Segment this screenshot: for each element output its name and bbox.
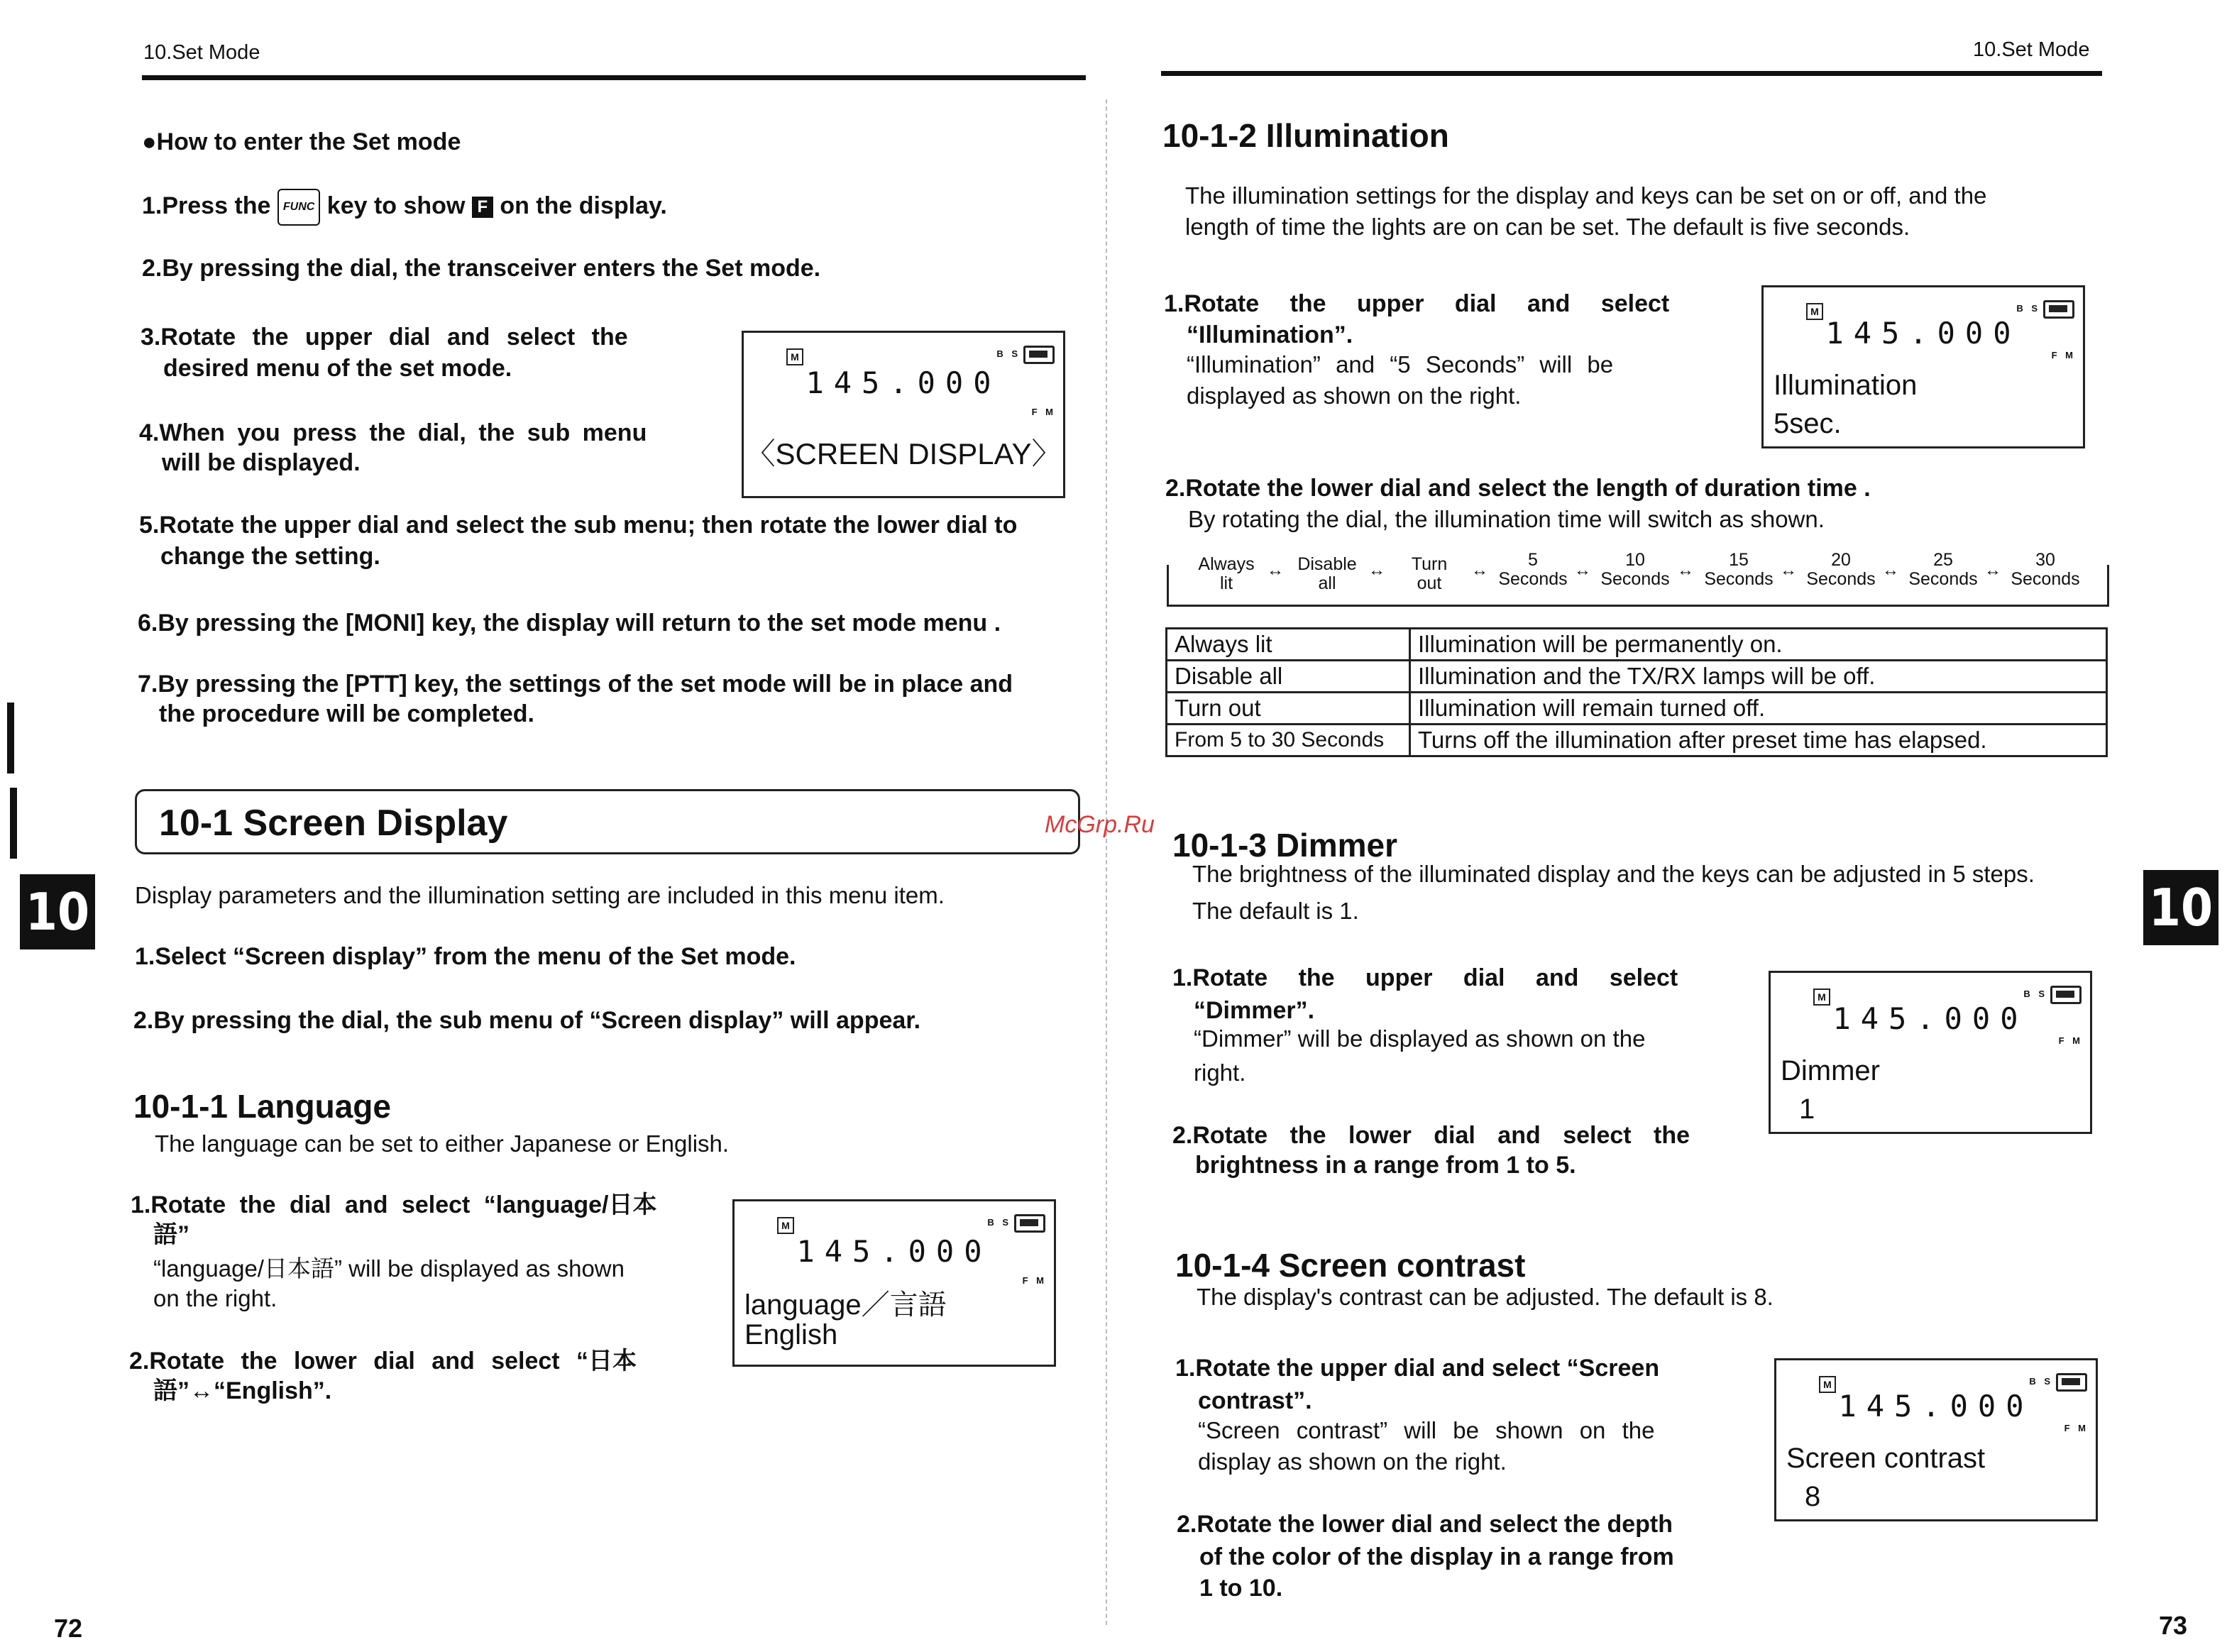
ill-step-1-line3: “Illumination” and “5 Seconds” will be	[1187, 351, 1614, 378]
dim-step-2-line1: 2.Rotate the lower dial and select the	[1172, 1122, 1690, 1149]
center-fold	[1106, 99, 1107, 1625]
cycle-step: 10 Seconds	[1600, 550, 1670, 589]
lang-step-1-line3: “language/日本語” will be displayed as shown	[153, 1255, 625, 1282]
con-step-2-line1: 2.Rotate the lower dial and select the depth	[1177, 1511, 1673, 1538]
con-step-2-line2: of the color of the display in a range from	[1199, 1543, 1674, 1570]
lcd-menu-text: 〈SCREEN DISPLAY〉	[745, 437, 1062, 470]
cycle-step: Always lit	[1198, 554, 1255, 593]
battery-icon	[1014, 1214, 1045, 1233]
ill-step-1-line2: “Illumination”.	[1187, 321, 1353, 348]
right-header-rule	[1161, 71, 2102, 76]
bidirectional-arrow-icon: ↔	[1984, 561, 2001, 580]
bidirectional-arrow-icon: ↔	[1368, 561, 1385, 580]
section-intro: Display parameters and the illumination setting are included in this menu item.	[135, 882, 945, 908]
con-step-1-line3: “Screen contrast” will be shown on the	[1198, 1417, 1655, 1443]
chapter-tab-right: 10	[2143, 870, 2218, 945]
how-to-enter-heading: ●How to enter the Set mode	[142, 128, 461, 155]
table-row: Disable all Illumination and the TX/RX lamps will be off.	[1167, 661, 2107, 693]
memory-icon: M	[777, 1217, 794, 1234]
lang-step-1-line2: 語”	[153, 1221, 189, 1248]
memory-icon: M	[1813, 989, 1830, 1006]
f-indicator-icon: F	[472, 197, 493, 218]
cycle-step: 25 Seconds	[1908, 550, 1978, 589]
bidirectional-arrow-icon: ↔	[1574, 561, 1591, 580]
lcd-language: M B S 145.000 F M language／言語 English	[732, 1199, 1056, 1367]
ill-step-1-line1: 1.Rotate the upper dial and select	[1164, 290, 1670, 317]
bidirectional-arrow-icon: ↔	[1267, 561, 1284, 580]
memory-icon: M	[1819, 1376, 1836, 1393]
lcd-frequency: 145.000	[796, 1234, 992, 1269]
cycle-step: 5 Seconds	[1498, 550, 1568, 589]
cycle-step: Disable all	[1297, 554, 1357, 593]
table-row: Turn out Illumination will remain turned off.	[1167, 693, 2107, 725]
watermark: McGrp.Ru	[1045, 811, 1155, 838]
step-1: 1.Press the FUNC key to show F on the display.	[142, 189, 667, 226]
lcd-illumination: M B S 145.000 F M Illumination 5sec.	[1761, 285, 2085, 448]
memory-icon: M	[786, 348, 803, 365]
cycle-step: 15 Seconds	[1704, 550, 1774, 589]
left-header-rule	[142, 75, 1086, 80]
step-5-line2: change the setting.	[160, 543, 380, 570]
ill-step-2-line2: By rotating the dial, the illumination time will switch as shown.	[1188, 506, 1825, 532]
ill-intro-line2: length of time the lights are on can be set. The default is five seconds.	[1185, 214, 1910, 240]
dim-step-1-line4: right.	[1194, 1059, 1246, 1086]
battery-icon	[1023, 346, 1055, 364]
step-2: 2.By pressing the dial, the transceiver enters the Set mode.	[142, 255, 821, 282]
bidirectional-arrow-icon: ↔	[1471, 561, 1488, 580]
page-number-left: 72	[54, 1614, 83, 1643]
dim-step-2-line2: brightness in a range from 1 to 5.	[1195, 1152, 1576, 1179]
step-6: 6.By pressing the [MONI] key, the display will return to the set mode menu .	[138, 610, 1001, 637]
dim-intro-line2: The default is 1.	[1192, 898, 1359, 924]
dimmer-title: 10-1-3 Dimmer	[1172, 827, 1398, 864]
language-title: 10-1-1 Language	[133, 1088, 391, 1125]
lcd-frequency: 145.000	[1838, 1389, 2034, 1424]
illumination-table	[1165, 627, 2108, 757]
step-7-line2: the procedure will be completed.	[159, 700, 534, 727]
left-edge-mark	[7, 703, 14, 773]
illumination-title: 10-1-2 Illumination	[1162, 117, 1449, 154]
con-intro: The display's contrast can be adjusted. The default is 8.	[1197, 1284, 1774, 1310]
left-edge-mark-2	[10, 788, 17, 859]
section-title: 10-1 Screen Display	[159, 803, 508, 844]
bidirectional-arrow-icon: ↔	[1882, 561, 1899, 580]
chapter-tab-left: 10	[20, 874, 95, 949]
table-row: Always lit Illumination will be permanently on.	[1167, 629, 2107, 661]
dim-step-1-line2: “Dimmer”.	[1194, 997, 1315, 1024]
con-step-1-line4: display as shown on the right.	[1198, 1448, 1507, 1475]
lcd-screen-display: M B S 145.000 F M 〈SCREEN DISPLAY〉	[742, 331, 1065, 498]
ill-step-1-line4: displayed as shown on the right.	[1187, 382, 1522, 409]
contrast-title: 10-1-4 Screen contrast	[1175, 1247, 1526, 1284]
ill-intro-line1: The illumination settings for the display and keys can be set on or off, and the	[1185, 182, 1987, 209]
lcd-frequency: 145.000	[1832, 1001, 2028, 1036]
dim-step-1-line3: “Dimmer” will be displayed as shown on the	[1194, 1025, 1646, 1052]
table-row: From 5 to 30 Seconds Turns off the illumination after preset time has elapsed.	[1167, 725, 2107, 756]
step-4-line1: 4.When you press the dial, the sub menu	[139, 419, 647, 446]
bidirectional-arrow-icon: ↔	[1677, 561, 1694, 580]
con-step-1-line1: 1.Rotate the upper dial and select “Screen	[1175, 1355, 1660, 1382]
step-4-line2: will be displayed.	[162, 449, 361, 476]
func-key-icon: FUNC	[277, 189, 320, 226]
cycle-step: Turn out	[1411, 554, 1448, 593]
page-number-right: 73	[2159, 1611, 2188, 1640]
lcd-contrast: M B S 145.000 F M Screen contrast 8	[1774, 1358, 2098, 1521]
lcd-frequency: 145.000	[1825, 316, 2021, 351]
left-header: 10.Set Mode	[143, 41, 260, 64]
language-intro: The language can be set to either Japanese or English.	[155, 1130, 730, 1157]
cycle-step: 30 Seconds	[2011, 550, 2080, 589]
lang-step-1-line4: on the right.	[153, 1285, 277, 1311]
con-step-1-line2: contrast”.	[1198, 1387, 1312, 1414]
right-header: 10.Set Mode	[1973, 38, 2090, 61]
lcd-frequency: 145.000	[805, 365, 1001, 400]
dim-intro-line1: The brightness of the illuminated display and the keys can be adjusted in 5 steps.	[1192, 861, 2035, 887]
ill-step-2-line1: 2.Rotate the lower dial and select the length of duration time .	[1165, 475, 1871, 502]
cycle-step: 20 Seconds	[1806, 550, 1876, 589]
lang-step-2-line2: 語”↔“English”.	[153, 1377, 332, 1404]
step-5-line1: 5.Rotate the upper dial and select the sub menu; then rotate the lower dial to	[139, 512, 1018, 539]
lang-step-2-line1: 2.Rotate the lower dial and select “日本	[129, 1348, 637, 1375]
dim-step-1-line1: 1.Rotate the upper dial and select	[1172, 964, 1678, 991]
step-7-line1: 7.By pressing the [PTT] key, the settings of the set mode will be in place and	[138, 671, 1013, 698]
lang-step-1-line1: 1.Rotate the dial and select “language/日本	[131, 1191, 657, 1218]
lcd-dimmer: M B S 145.000 F M Dimmer 1	[1769, 971, 2092, 1134]
memory-icon: M	[1806, 303, 1823, 320]
bidirectional-arrow-icon: ↔	[1780, 561, 1797, 580]
step-3-line2: desired menu of the set mode.	[163, 355, 512, 382]
con-step-2-line3: 1 to 10.	[1199, 1575, 1283, 1602]
section-step-2: 2.By pressing the dial, the sub menu of “Screen display” will appear.	[133, 1007, 921, 1034]
step-3-line1: 3.Rotate the upper dial and select the	[141, 324, 628, 351]
section-step-1: 1.Select “Screen display” from the menu of the Set mode.	[135, 943, 796, 970]
